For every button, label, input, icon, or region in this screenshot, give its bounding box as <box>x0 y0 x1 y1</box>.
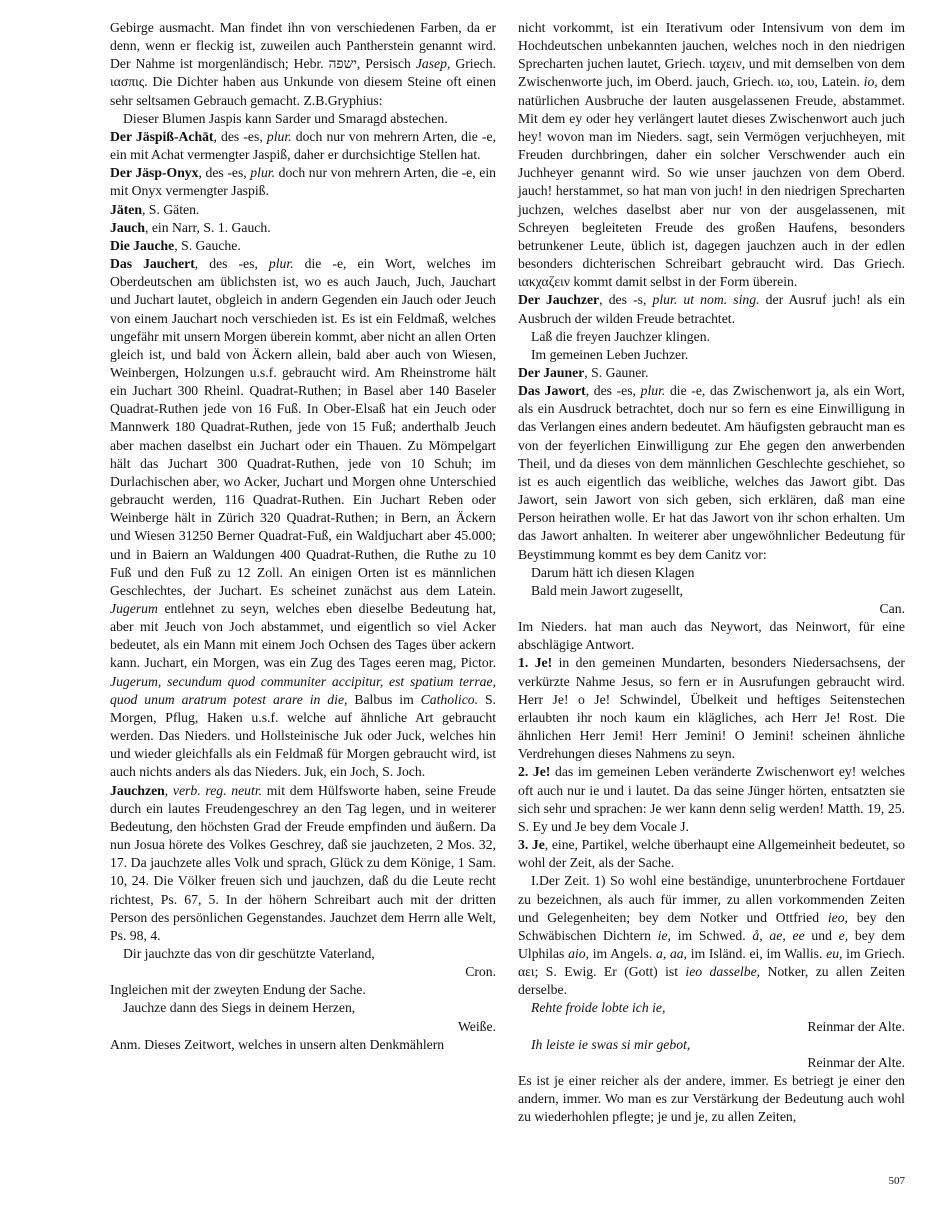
entry-headword: Jauch <box>110 219 145 235</box>
paragraph: Ingleichen mit der zweyten Endung der Sache. <box>110 982 366 998</box>
entry-headword: Jauchzen <box>110 782 165 798</box>
entry-jauchert: Das Jauchert, des -es, plur. die -e, ein Wort, welches im Oberdeutschen am üblichsten ist, wo es auch Jauch, Juch, Jauchart und Juchart lautet, obgleich in andern Gegenden ein Jauch oder Jeuch von einem Jauchart noch verschieden ist. Es ist ein Feldmaß, welches ungefähr mit unsern Morgen überein kommt, aber nicht an allen Orten gleich ist, und bald von Äckern allein, bald aber auch von Wiesen, Weinbergen, Holzungen u.s.f. gebraucht wird. Am Rheinstrome hält ein Juchart 300 Rheinl. Quadrat-Ruthen; in Basel aber 140 Baseler Quadrat-Ruthen jede von 16 Fuß. In Ober-Elsaß hat ein Jeuch oder Mannwerk 180 Quadrat-Ruthen, jede von 15 Fuß; anderthalb Jeuch aber machen daselbst ein Juchart oder ein Thauen. Zu Mömpelgart hält das Juchart 300 Quadrat-Ruthen, jede von 10 Schuh; im Durlachischen aber, wo Acker, Juchart und Morgen ohne Unterschied gebraucht werden, 116 Quadrat-Ruthen. Ein Juchart Reben oder Weinberge hält in Zürich 320 Quadrat-Ruthen; in Bern, an Äckern und Wiesen 31250 Berner Quadrat-Fuß, ein Waldjuchart aber 45.000; und in Baiern an Waldungen 400 Quadrat-Ruthen, die Ruthe zu 10 Fuß und den Fuß zu 12 Zoll. An einigen Orten ist es männlichen Geschlechtes, der Juchart. Es scheinet zunächst aus dem Latein. Jugerum entlehnet zu seyn, welches eben dieselbe Bedeutung hat, aber mit Jeuch von Joch abstammet, und eigentlich so viel Acker bedeutet, als ein Mann mit einem Joch Ochsen des Tages über ackern kann. Juchart, ein Morgen, was ein Zug des Tages eeren mag, Pictor. Jugerum, secundum quod communiter accipitur, est spatium terrae, quod unum aratrum potest arare in die, Balbus im Catholico. S. Morgen, Pflug, Haken u.s.f. welche auf ähnliche Art gebraucht werden. Das Nieders. und Hollsteinische Juk oder Juck, welches hin und wieder gleichfalls als ein Feldmaß für Morgen gebraucht wird, ist auch nichts anders als das Nieders. Juk, ein Joch, S. Joch. <box>110 256 496 780</box>
verse-quote: Darum hätt ich diesen Klagen <box>531 564 695 580</box>
paragraph: Es ist je einer reicher als der andere, immer. Es betriegt je einer den andern, immer. Wo man es zur Verstärkung der Bedeutung auch wohl zu wiederhohlen pflegte; je und je, zu allen Zeiten, <box>518 1073 905 1125</box>
entry-headword: Jäten <box>110 201 142 217</box>
entry-headword: 2. Je! <box>518 764 551 780</box>
paragraph: Im Nieders. hat man auch das Neywort, das Neinwort, für eine abschlägige Antwort. <box>518 619 905 653</box>
verse-quote: Im gemeinen Leben Juchzer. <box>531 346 689 362</box>
entry-headword: Das Jauchert <box>110 256 195 272</box>
left-column <box>110 19 496 1054</box>
entry-headword: 1. Je! <box>518 655 553 671</box>
entry-jaeten: Jäten, S. Gäten. <box>110 201 200 217</box>
entry-headword: 3. Je <box>518 837 545 853</box>
verse-quote: Dieser Blumen Jaspis kann Sarder und Smaragd abstechen. <box>123 110 448 126</box>
entry-headword: Der Jauchzer <box>518 292 600 308</box>
entry-jaspiss-achat: Der Jäspiß-Achāt, des -es, plur. doch nur von mehrern Arten, die -e, ein mit Achat vermengter Jaspiß, daher er durchsichtige Stellen hat. <box>110 128 496 163</box>
paragraph: Gebirge ausmacht. Man findet ihn von verschiedenen Farben, da er denn, wenn er fleckig ist, zuweilen auch Pantherstein genannt wird. Der Nahme ist morgenländisch; Hebr. ישפה, Persisch Jasep, Griech. ιασπις. Die Dichter haben aus Unkunde von diesem Steine oft einen sehr seltsamen Gebrauch gemacht. Z.B.Gryphius: <box>110 20 496 108</box>
paragraph: I.Der Zeit. 1) So wohl eine beständige, ununterbrochene Fortdauer zu bezeichnen, als auch für immer, zu allen vorkommenden Zeiten und Gelegenheiten; bey dem Notker und Ottfried ieo, bey den Schwäbischen Dichtern ie, im Schwed. å, ae, ee und e, bey dem Ulphilas aio, im Angels. a, aa, im Isländ. ei, im Wallis. eu, im Griech. αει; S. Ewig. Er (Gott) ist ieo dasselbe, Notker, zu allen Zeiten derselbe. <box>518 873 905 998</box>
verse-quote: Bald mein Jawort zugesellt, <box>531 582 684 598</box>
entry-headword: Der Jauner <box>518 364 585 380</box>
entry-je-2: 2. Je! das im gemeinen Leben veränderte Zwischenwort ey! welches oft auch nur ie und i lautet. Da das seine Jünger hörten, entsatzten sie sich sehr und sprachen: Je wer kann denn selig werden! Matth. 19, 25. S. Ey und Je bey dem Vocale J. <box>518 764 905 834</box>
verse-quote: Dir jauchzte das von dir geschützte Vaterland, <box>123 945 375 961</box>
entry-jauchzen: Jauchzen, verb. reg. neutr. mit dem Hülfsworte haben, seine Freude durch ein lautes Freudengeschrey an den Tag legen, und in weiterer Bedeutung, den höchsten Grad der Freude empfinden und äußern. Da nun Josua hörete des Volkes Geschrey, daß sie jauchzeten, 2 Mos. 32, 17. Da jauchzete alles Volk und sprach, Glück zu dem Könige, 1 Sam. 10, 24. Die Völker freuen sich und jauchzen, daß du die Leute recht richtest, Ps. 67, 5. In der höhern Schreibart auch mit der dritten Person des persönlichen Gegenstandes. Jauchzet dem Herrn alle Welt, Ps. 98, 4. <box>110 782 497 943</box>
entry-headword: Die Jauche <box>110 237 175 253</box>
verse-quote: Rehte froide lobte ich ie, <box>531 1000 666 1016</box>
verse-quote: Ih leiste ie swas si mir gebot, <box>531 1036 691 1052</box>
quote-source: Can. <box>879 601 905 616</box>
entry-jauch: Jauch, ein Narr, S. 1. Gauch. <box>110 219 271 235</box>
entry-je-1: 1. Je! in den gemeinen Mundarten, besonders Niedersachsens, der verkürzte Nahme Jesus, so fern er in Ausrufungen gebraucht wird. Herr Je! o Je! Schwindel, Übelkeit und heftiges Seitenstechen erlaubten ihr noch kaum ein klägliches, ach Herr Je! Rost. Die ähnlichen Herr Jemi! Herr Jemini! O Jemini! scheinen ähnliche Verdrehungen dieses Nahmens zu seyn. <box>518 655 905 762</box>
entry-jauchzer: Der Jauchzer, des -s, plur. ut nom. sing. der Ausruf juch! als ein Ausbruch der wilden Freude betrachtet. <box>518 292 905 326</box>
quote-source: Reinmar der Alte. <box>807 1054 905 1070</box>
entry-jauner: Der Jauner, S. Gauner. <box>518 364 649 380</box>
quote-source: Reinmar der Alte. <box>807 1018 905 1034</box>
verse-quote: Jauchze dann des Siegs in deinem Herzen, <box>123 1000 356 1016</box>
entry-headword: Der Jäspiß-Achāt <box>110 128 214 144</box>
verse-quote: Laß die freyen Jauchzer klingen. <box>531 328 710 344</box>
entry-jauche: Die Jauche, S. Gauche. <box>110 237 241 253</box>
paragraph: nicht vorkommt, ist ein Iterativum oder Intensivum von dem im Hochdeutschen unbekannten jauchen, welches noch in den niedrigen Sprecharten juchen lautet, Griech. ιαχειν, und mit demselben von dem Zwischenworte juch, im Oberd. jauch, Griech. ιω, ιου, Latein. io, dem natürlichen Ausbruche der lauten ausgelassenen Freude, abstammet. Mit dem ey oder hey verlängert lautet dieses Zwischenwort auch juch hey! wovon man im Nieders. sagt, sein Vermögen verjuchheyen, mit Freuden durchbringen, daher ein solcher Verschwender auch ein Juchheyer genannt wird. So wie unser jauchzen von dem Oberd. jauch! herstammet, so hat man von juch! in den niedrigen Sprecharten juchzen, welches daselbst aber nur von der ausgelassenen, mit Schreyen begleiteten Freude des großen Haufens, besonders betrunkener Leute, üblich ist, dagegen jauchzen auch in der edlen besonders dichterischen Schreibart gebraucht wird. Das Griech. ιακχαζειν kommt damit selbst in der Form überein. <box>518 20 905 290</box>
quote-source: Cron. <box>465 964 496 980</box>
entry-headword: Das Jawort <box>518 383 586 399</box>
entry-jasp-onyx: Der Jäsp-Onyx, des -es, plur. doch nur von mehrern Arten, die -e, ein mit Onyx vermengter Jaspiß. <box>110 165 496 199</box>
entry-headword: Der Jäsp-Onyx <box>110 165 199 181</box>
paragraph: Anm. Dieses Zeitwort, welches in unsern alten Denkmählern <box>110 1036 445 1052</box>
entry-jawort: Das Jawort, des -es, plur. die -e, das Zwischenwort ja, als ein Wort, als ein Ausdruck betrachtet, doch nur so fern es eine Einwilligung in das Verlangen eines andern bedeutet. Am häufigsten gebraucht man es von der feyerlichen Einwilligung zur Ehe gegen den anwerbenden Theil, und da dieses von dem männlichen Geschlechte geschiehet, so ist es auch eigentlich das weibliche, welches das Jawort gibt. Das Jawort, sein Jawort von sich geben, sich erklären, daß man eine Person heirathen wolle. Er hat das Jawort von ihr schon erhalten. Um das Jawort anhalten. In weiterer aber ungewöhnlicher Bedeutung für Beystimmung kommt es bey dem Canitz vor: <box>518 383 905 562</box>
page-number: 507 <box>888 1175 905 1187</box>
entry-je-3: 3. Je, eine, Partikel, welche überhaupt eine Allgemeinheit bedeutet, so wohl der Zeit, als der Sache. <box>518 837 906 871</box>
right-column <box>518 19 905 1127</box>
quote-source: Weiße. <box>457 1018 496 1034</box>
